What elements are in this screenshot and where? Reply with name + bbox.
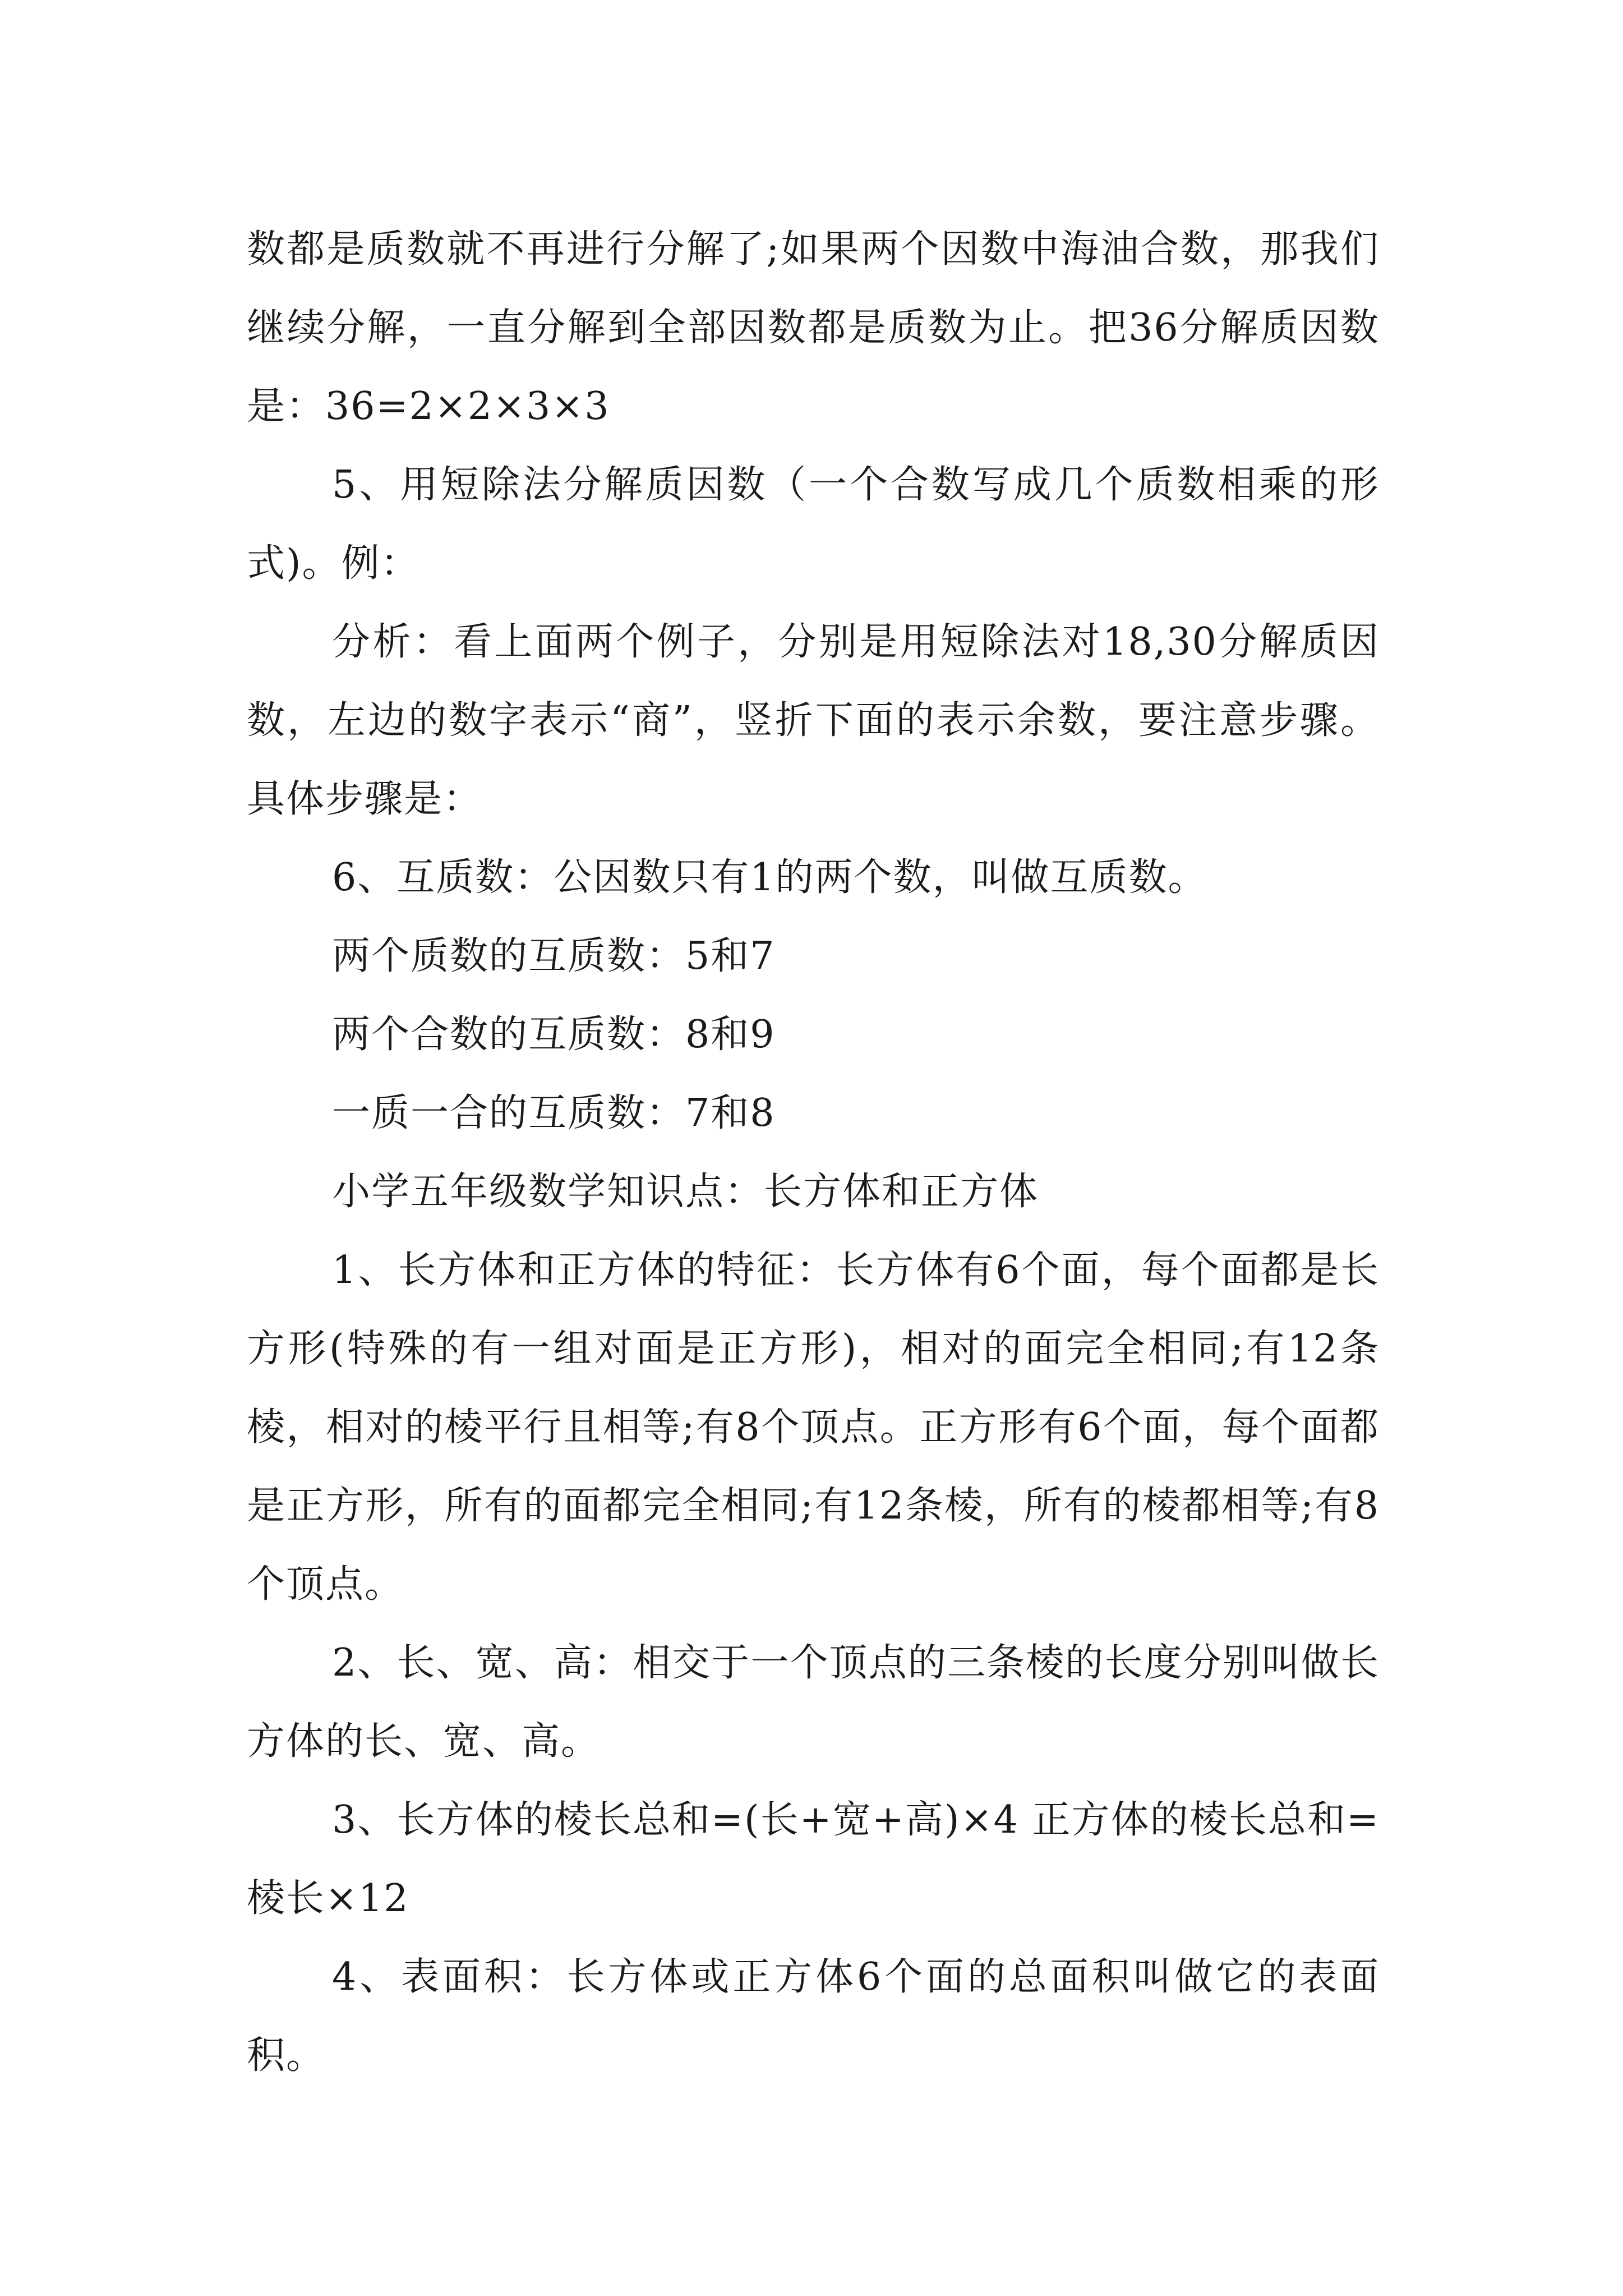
paragraph-cuboid-features: 1、长方体和正方体的特征：长方体有6个面，每个面都是长方形(特殊的有一组对面是正方形)，相对的面完全相同;有12条棱，相对的棱平行且相等;有8个顶点。正方形有6个面，每个面都是正方形，所有的面都完全相同;有12条棱，所有的棱都相等;有8个顶点。 [247,1248,1380,1607]
paragraph-edge-sum: 3、长方体的棱长总和=(长+宽+高)×4 正方体的棱长总和=棱长×12 [247,1798,1380,1921]
paragraph-coprime-primes: 两个质数的互质数：5和7 [332,934,776,978]
document-body [247,210,1380,2095]
section-heading: 小学五年级数学知识点：长方体和正方体 [332,1170,1039,1214]
paragraph-continuation: 数都是质数就不再进行分解了;如果两个因数中海油合数，那我们继续分解，一直分解到全部因数都是质数为止。把36分解质因数是：36=2×2×3×3 [247,227,1380,429]
paragraph-surface-area: 4、表面积：长方体或正方体6个面的总面积叫做它的表面积。 [247,1955,1380,2078]
paragraph-coprime-definition: 6、互质数：公因数只有1的两个数，叫做互质数。 [332,855,1207,900]
paragraph-coprime-mixed: 一质一合的互质数：7和8 [332,1091,776,1135]
paragraph-coprime-composites: 两个合数的互质数：8和9 [332,1013,776,1057]
paragraph-length-width-height: 2、长、宽、高：相交于一个顶点的三条棱的长度分别叫做长方体的长、宽、高。 [247,1641,1380,1764]
paragraph-analysis: 分析：看上面两个例子，分别是用短除法对18,30分解质因数，左边的数字表示“商”，竖折下面的表示余数，要注意步骤。具体步骤是： [247,620,1380,821]
paragraph-short-division: 5、用短除法分解质因数（一个合数写成几个质数相乘的形式)。例： [247,463,1380,586]
